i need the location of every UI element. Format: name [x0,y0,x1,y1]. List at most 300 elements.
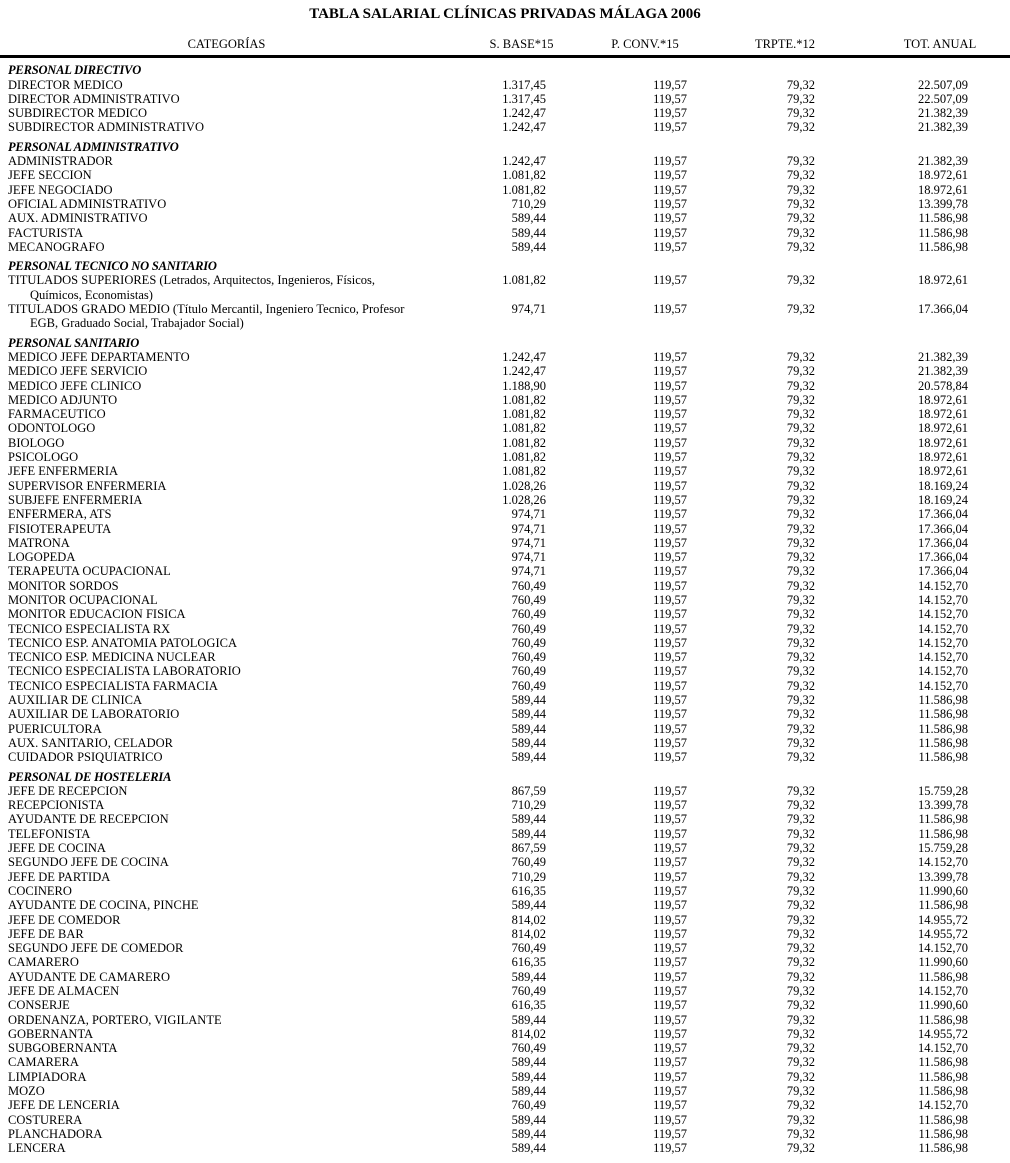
s-base-cell: 867,59 [511,783,546,798]
table-row [0,1055,1010,1069]
category-cell: MEDICO JEFE CLINICO [8,378,142,393]
category-cell: JEFE ENFERMERIA [8,464,119,479]
trpte-cell: 79,32 [786,464,815,479]
tot-anual-cell: 18.169,24 [918,492,968,507]
trpte-cell: 79,32 [786,182,815,197]
tot-anual-cell: 18.972,61 [918,464,968,479]
trpte-cell: 79,32 [786,421,815,436]
tot-anual-cell: 15.759,28 [918,841,968,856]
s-base-cell: 760,49 [511,650,546,665]
category-cell: AYUDANTE DE COCINA, PINCHE [8,898,199,913]
category-cell: SUBDIRECTOR MEDICO [8,106,148,121]
trpte-cell: 79,32 [786,91,815,106]
p-conv-cell: 119,57 [653,77,687,92]
p-conv-cell: 119,57 [653,998,687,1013]
tot-anual-cell: 11.586,98 [918,898,968,913]
table-row [0,78,1010,92]
tot-anual-cell: 18.972,61 [918,450,968,465]
trpte-cell: 79,32 [786,1069,815,1084]
table-row [0,550,1010,564]
table-row [0,750,1010,764]
p-conv-cell: 119,57 [653,182,687,197]
table-row [0,693,1010,707]
trpte-cell: 79,32 [786,77,815,92]
tot-anual-cell: 15.759,28 [918,783,968,798]
p-conv-cell: 119,57 [653,635,687,650]
category-cell: JEFE DE RECEPCION [8,783,128,798]
trpte-cell: 79,32 [786,941,815,956]
tot-anual-cell: 18.972,61 [918,421,968,436]
category-cell: MONITOR EDUCACION FISICA [8,607,186,622]
category-cell: CUIDADOR PSIQUIATRICO [8,750,163,765]
tot-anual-cell: 17.366,04 [918,535,968,550]
trpte-cell: 79,32 [786,635,815,650]
section-heading-label: PERSONAL ADMINISTRATIVO [8,139,179,154]
s-base-cell: 589,44 [511,225,546,240]
tot-anual-cell: 22.507,09 [918,91,968,106]
s-base-cell: 1.317,45 [502,77,546,92]
tot-anual-cell: 13.399,78 [918,869,968,884]
s-base-cell: 760,49 [511,855,546,870]
p-conv-cell: 119,57 [653,898,687,913]
tot-anual-cell: 14.152,70 [918,578,968,593]
s-base-cell: 974,71 [511,507,546,522]
table-row [0,240,1010,254]
p-conv-cell: 119,57 [653,812,687,827]
tot-anual-cell: 20.578,84 [918,378,968,393]
p-conv-cell: 119,57 [653,492,687,507]
category-cell: CAMARERO [8,955,79,970]
trpte-cell: 79,32 [786,507,815,522]
s-base-cell: 760,49 [511,984,546,998]
category-cell: LIMPIADORA [8,1069,87,1084]
table-row [0,197,1010,211]
category-cell: JEFE DE BAR [8,926,84,941]
p-conv-cell: 119,57 [653,239,687,254]
s-base-cell: 760,49 [511,664,546,679]
tot-anual-cell: 21.382,39 [918,120,968,135]
table-row [0,722,1010,736]
trpte-cell: 79,32 [786,621,815,636]
table-row [0,120,1010,134]
trpte-cell: 79,32 [786,364,815,379]
s-base-cell: 1.188,90 [502,378,546,393]
tot-anual-cell: 11.990,60 [918,998,968,1013]
category-cell: TITULADOS SUPERIORES (Letrados, Arquitectos, Ingenieros, Físicos, Químicos, Economistas) [0,273,453,302]
category-cell: TERAPEUTA OCUPACIONAL [8,564,171,579]
category-cell: AUX. SANITARIO, CELADOR [8,735,173,750]
category-cell: FISIOTERAPEUTA [8,521,112,536]
s-base-cell: 1.242,47 [502,154,546,169]
tot-anual-cell: 17.366,04 [918,521,968,536]
s-base-cell: 974,71 [511,302,546,317]
category-cell: TELEFONISTA [8,826,91,841]
tot-anual-cell: 11.586,98 [918,239,968,254]
s-base-cell: 974,71 [511,564,546,579]
p-conv-cell: 119,57 [653,607,687,622]
p-conv-cell: 119,57 [653,168,687,183]
category-cell: SUPERVISOR ENFERMERIA [8,478,167,493]
tot-anual-cell: 11.990,60 [918,883,968,898]
s-base-cell: 760,49 [511,1098,546,1113]
trpte-cell: 79,32 [786,1055,815,1070]
table-row [0,841,1010,855]
s-base-cell: 616,35 [511,955,546,970]
table-row [0,884,1010,898]
trpte-cell: 79,32 [786,225,815,240]
section-heading-label: PERSONAL DE HOSTELERIA [8,769,172,784]
category-cell: DIRECTOR ADMINISTRATIVO [8,91,180,106]
trpte-cell: 79,32 [786,535,815,550]
category-cell: MEDICO ADJUNTO [8,392,118,407]
category-cell: AUXILIAR DE LABORATORIO [8,707,180,722]
table-row [0,664,1010,678]
trpte-cell: 79,32 [786,578,815,593]
section-heading-row [0,765,1010,784]
tot-anual-cell: 22.507,09 [918,77,968,92]
category-cell: MONITOR SORDOS [8,578,119,593]
trpte-cell: 79,32 [786,693,815,708]
trpte-cell: 79,32 [786,378,815,393]
s-base-cell: 1.081,82 [502,392,546,407]
p-conv-cell: 119,57 [653,435,687,450]
category-cell: CONSERJE [8,998,70,1013]
category-cell: JEFE DE COCINA [8,841,106,856]
category-cell: PSICOLOGO [8,450,79,465]
s-base-cell: 1.317,45 [502,91,546,106]
tot-anual-cell: 14.152,70 [918,650,968,665]
s-base-cell: 760,49 [511,607,546,622]
p-conv-cell: 119,57 [653,678,687,693]
tot-anual-cell: 13.399,78 [918,798,968,813]
tot-anual-cell: 21.382,39 [918,364,968,379]
p-conv-cell: 119,57 [653,650,687,665]
s-base-cell: 616,35 [511,883,546,898]
s-base-cell: 760,49 [511,941,546,956]
table-row [0,636,1010,650]
table-row [0,1127,1010,1141]
tot-anual-cell: 18.972,61 [918,392,968,407]
table-row [0,183,1010,197]
s-base-cell: 974,71 [511,535,546,550]
p-conv-cell: 119,57 [653,507,687,522]
table-row [0,955,1010,969]
section-heading-row [0,57,1010,78]
trpte-cell: 79,32 [786,1098,815,1113]
category-cell: AYUDANTE DE RECEPCION [8,812,169,827]
trpte-cell: 79,32 [786,1012,815,1027]
table-row [0,1113,1010,1127]
p-conv-cell: 119,57 [653,225,687,240]
trpte-cell: 79,32 [786,650,815,665]
table-row [0,564,1010,578]
p-conv-cell: 119,57 [653,349,687,364]
table-row [0,1070,1010,1084]
category-cell: JEFE DE LENCERIA [8,1098,120,1113]
trpte-cell: 79,32 [786,1026,815,1041]
table-row [0,707,1010,721]
category-cell: ODONTOLOGO [8,421,96,436]
tot-anual-cell: 14.955,72 [918,926,968,941]
tot-anual-cell: 17.366,04 [918,550,968,565]
p-conv-cell: 119,57 [653,421,687,436]
p-conv-cell: 119,57 [653,378,687,393]
table-row [0,450,1010,464]
trpte-cell: 79,32 [786,984,815,998]
s-base-cell: 589,44 [511,707,546,722]
trpte-cell: 79,32 [786,1084,815,1099]
table-row [0,393,1010,407]
tot-anual-cell: 11.586,98 [918,750,968,765]
s-base-cell: 589,44 [511,735,546,750]
p-conv-cell: 119,57 [653,120,687,135]
p-conv-cell: 119,57 [653,550,687,565]
tot-anual-cell: 14.152,70 [918,678,968,693]
category-cell: OFICIAL ADMINISTRATIVO [8,196,167,211]
table-row [0,407,1010,421]
table-row [0,1141,1010,1155]
trpte-cell: 79,32 [786,707,815,722]
tot-anual-cell: 14.152,70 [918,941,968,956]
p-conv-cell: 119,57 [653,1055,687,1070]
table-row [0,1027,1010,1041]
table-row [0,436,1010,450]
trpte-cell: 79,32 [786,478,815,493]
tot-anual-cell: 11.586,98 [918,1084,968,1099]
s-base-cell: 760,49 [511,678,546,693]
table-row [0,379,1010,393]
section-heading-label: PERSONAL DIRECTIVO [8,63,142,78]
tot-anual-cell: 17.366,04 [918,507,968,522]
category-cell: SUBDIRECTOR ADMINISTRATIVO [8,120,204,135]
table-row [0,998,1010,1012]
s-base-cell: 589,44 [511,1141,546,1156]
trpte-cell: 79,32 [786,196,815,211]
category-cell: LENCERA [8,1141,66,1156]
category-cell: JEFE NEGOCIADO [8,182,113,197]
trpte-cell: 79,32 [786,1041,815,1056]
category-cell: MONITOR OCUPACIONAL [8,592,158,607]
trpte-cell: 79,32 [786,168,815,183]
table-row [0,970,1010,984]
p-conv-cell: 119,57 [653,1098,687,1113]
table-row [0,622,1010,636]
tot-anual-cell: 14.152,70 [918,635,968,650]
table-row [0,421,1010,435]
category-cell: JEFE DE COMEDOR [8,912,121,927]
p-conv-cell: 119,57 [653,592,687,607]
table-row [0,536,1010,550]
tot-anual-cell: 11.586,98 [918,707,968,722]
p-conv-cell: 119,57 [653,1026,687,1041]
table-row [0,154,1010,168]
category-cell: FACTURISTA [8,225,84,240]
trpte-cell: 79,32 [786,998,815,1013]
p-conv-cell: 119,57 [653,984,687,998]
s-base-cell: 589,44 [511,826,546,841]
s-base-cell: 1.081,82 [502,421,546,436]
tot-anual-cell: 11.586,98 [918,1069,968,1084]
table-row [0,784,1010,798]
section-heading-label: PERSONAL SANITARIO [8,335,140,350]
tot-anual-cell: 11.586,98 [918,693,968,708]
p-conv-cell: 119,57 [653,750,687,765]
tot-anual-cell: 18.972,61 [918,273,968,288]
salary-table [0,23,1010,1156]
category-cell: COCINERO [8,883,72,898]
tot-anual-cell: 11.586,98 [918,225,968,240]
p-conv-cell: 119,57 [653,521,687,536]
s-base-cell: 760,49 [511,578,546,593]
s-base-cell: 1.242,47 [502,349,546,364]
category-cell: AUXILIAR DE CLINICA [8,693,143,708]
p-conv-cell: 119,57 [653,478,687,493]
tot-anual-cell: 14.152,70 [918,1098,968,1113]
category-cell: TECNICO ESPECIALISTA FARMACIA [8,678,218,693]
tot-anual-cell: 14.152,70 [918,984,968,998]
tot-anual-cell: 11.586,98 [918,969,968,984]
trpte-cell: 79,32 [786,302,815,317]
s-base-cell: 589,44 [511,1112,546,1127]
category-cell: AYUDANTE DE CAMARERO [8,969,171,984]
section-heading-row [0,254,1010,273]
trpte-cell: 79,32 [786,955,815,970]
table-row [0,827,1010,841]
s-base-cell: 814,02 [511,1026,546,1041]
tot-anual-cell: 11.586,98 [918,735,968,750]
category-cell: SUBGOBERNANTA [8,1041,118,1056]
column-header-s-base: S. BASE*15 [453,23,560,57]
tot-anual-cell: 18.972,61 [918,182,968,197]
category-cell: CAMARERA [8,1055,79,1070]
tot-anual-cell: 11.586,98 [918,826,968,841]
trpte-cell: 79,32 [786,869,815,884]
table-row [0,1041,1010,1055]
table-row [0,507,1010,521]
s-base-cell: 589,44 [511,969,546,984]
trpte-cell: 79,32 [786,492,815,507]
category-cell: SEGUNDO JEFE DE COMEDOR [8,941,184,956]
salary-table-header [0,23,1010,57]
s-base-cell: 760,49 [511,1041,546,1056]
s-base-cell: 589,44 [511,211,546,226]
p-conv-cell: 119,57 [653,1126,687,1141]
s-base-cell: 814,02 [511,912,546,927]
trpte-cell: 79,32 [786,120,815,135]
trpte-cell: 79,32 [786,349,815,364]
s-base-cell: 589,44 [511,1126,546,1141]
p-conv-cell: 119,57 [653,302,687,317]
section-heading-row [0,135,1010,154]
trpte-cell: 79,32 [786,855,815,870]
p-conv-cell: 119,57 [653,1141,687,1156]
trpte-cell: 79,32 [786,735,815,750]
table-row [0,941,1010,955]
s-base-cell: 589,44 [511,1084,546,1099]
tot-anual-cell: 14.152,70 [918,664,968,679]
tot-anual-cell: 11.586,98 [918,211,968,226]
category-cell: ENFERMERA, ATS [8,507,112,522]
table-row [0,168,1010,182]
category-cell-line2: Químicos, Economistas) [30,287,153,302]
p-conv-cell: 119,57 [653,926,687,941]
tot-anual-cell: 18.972,61 [918,168,968,183]
table-row [0,870,1010,884]
p-conv-cell: 119,57 [653,783,687,798]
p-conv-cell: 119,57 [653,841,687,856]
header-row [0,23,1010,57]
trpte-cell: 79,32 [786,750,815,765]
table-row [0,92,1010,106]
p-conv-cell: 119,57 [653,407,687,422]
trpte-cell: 79,32 [786,392,815,407]
s-base-cell: 589,44 [511,1055,546,1070]
trpte-cell: 79,32 [786,841,815,856]
table-row [0,106,1010,120]
category-cell: ORDENANZA, PORTERO, VIGILANTE [8,1012,222,1027]
tot-anual-cell: 14.152,70 [918,621,968,636]
trpte-cell: 79,32 [786,678,815,693]
trpte-cell: 79,32 [786,450,815,465]
tot-anual-cell: 14.955,72 [918,912,968,927]
s-base-cell: 710,29 [511,798,546,813]
section-heading-label: PERSONAL TECNICO NO SANITARIO [8,259,217,274]
p-conv-cell: 119,57 [653,735,687,750]
category-cell: COSTURERA [8,1112,83,1127]
p-conv-cell: 119,57 [653,664,687,679]
s-base-cell: 589,44 [511,1069,546,1084]
trpte-cell: 79,32 [786,550,815,565]
p-conv-cell: 119,57 [653,1041,687,1056]
s-base-cell: 1.081,82 [502,182,546,197]
category-cell: ADMINISTRADOR [8,154,113,169]
table-row [0,464,1010,478]
table-row [0,913,1010,927]
tot-anual-cell: 14.152,70 [918,1041,968,1056]
table-row [0,493,1010,507]
trpte-cell: 79,32 [786,826,815,841]
s-base-cell: 589,44 [511,693,546,708]
p-conv-cell: 119,57 [653,707,687,722]
tot-anual-cell: 14.152,70 [918,607,968,622]
p-conv-cell: 119,57 [653,450,687,465]
trpte-cell: 79,32 [786,798,815,813]
tot-anual-cell: 14.152,70 [918,592,968,607]
column-header-tot-anual: TOT. ANUAL [840,23,1010,57]
tot-anual-cell: 11.586,98 [918,1141,968,1156]
page-title: TABLA SALARIAL CLÍNICAS PRIVADAS MÁLAGA 2006 [309,6,701,22]
trpte-cell: 79,32 [786,883,815,898]
category-cell: FARMACEUTICO [8,407,106,422]
trpte-cell: 79,32 [786,607,815,622]
tot-anual-cell: 14.955,72 [918,1026,968,1041]
category-cell: MECANOGRAFO [8,239,105,254]
trpte-cell: 79,32 [786,592,815,607]
s-base-cell: 589,44 [511,812,546,827]
table-row [0,798,1010,812]
trpte-cell: 79,32 [786,812,815,827]
p-conv-cell: 119,57 [653,196,687,211]
p-conv-cell: 119,57 [653,392,687,407]
s-base-cell: 760,49 [511,592,546,607]
trpte-cell: 79,32 [786,898,815,913]
tot-anual-cell: 11.586,98 [918,812,968,827]
tot-anual-cell: 13.399,78 [918,196,968,211]
table-row [0,211,1010,225]
s-base-cell: 589,44 [511,721,546,736]
trpte-cell: 79,32 [786,783,815,798]
s-base-cell: 710,29 [511,869,546,884]
